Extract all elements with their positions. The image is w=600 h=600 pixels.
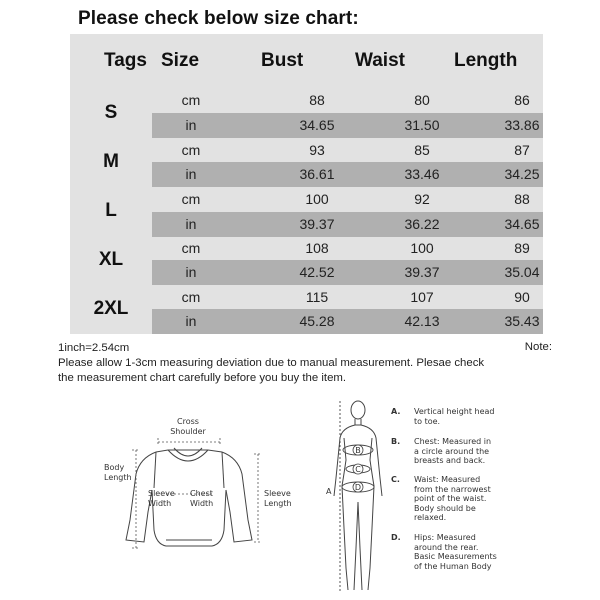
legend-item-b (391, 437, 554, 466)
table-row (152, 212, 543, 237)
legend-letter-d: D. (391, 533, 401, 542)
header-waist: Waist (355, 50, 405, 71)
waist-cell: 92 (414, 191, 430, 207)
legend-c-line2: from the narrowest (414, 484, 491, 494)
unit-cell: in (185, 313, 197, 329)
header-length: Length (454, 50, 518, 71)
table-row (152, 260, 543, 285)
waist-cell: 31.50 (404, 117, 440, 133)
header-size: Size (161, 50, 200, 71)
unit-cell: in (185, 216, 197, 232)
conversion-note: 1inch=2.54cm (58, 342, 130, 354)
marker-d: D (354, 483, 362, 492)
length-cell: 90 (514, 289, 530, 305)
legend-d-line3: Basic Measurements (414, 552, 497, 561)
length-cell: 88 (514, 191, 530, 207)
legend-c-line4: Body should be (414, 503, 476, 513)
deviation-note-line1: Please allow 1-3cm measuring deviation due to manual measurement. Plesae check (58, 357, 485, 369)
marker-c: C (355, 465, 361, 474)
bust-cell: 34.65 (299, 117, 335, 133)
sleeve-length-label-2: Length (264, 499, 292, 508)
bust-cell: 115 (305, 289, 329, 305)
unit-cell: in (185, 166, 197, 182)
legend-d-line2: around the rear. (414, 542, 479, 552)
length-cell: 34.25 (504, 166, 540, 182)
waist-cell: 36.22 (404, 216, 440, 232)
sleeve-width-label-2: Width (148, 499, 172, 508)
legend-d-line1: Hips: Measured (414, 533, 476, 542)
waist-cell: 85 (414, 142, 430, 158)
length-cell: 35.04 (504, 264, 540, 280)
table-row (152, 187, 543, 212)
length-cell: 87 (514, 142, 530, 158)
waist-cell: 80 (414, 92, 430, 108)
unit-cell: cm (181, 142, 201, 158)
table-row (152, 113, 543, 138)
legend-b-line1: Chest: Measured in (414, 437, 492, 446)
table-row (152, 309, 543, 334)
length-cell: 89 (514, 240, 530, 256)
cross-shoulder-label-1: Cross (177, 417, 199, 426)
length-cell: 35.43 (504, 313, 540, 329)
size-tag-xl: XL (98, 249, 124, 270)
size-tag-2xl: 2XL (93, 298, 129, 319)
chest-width-label-2: Width (190, 499, 214, 508)
unit-cell: cm (181, 191, 201, 207)
body-measurement-diagram (322, 398, 384, 596)
bust-cell: 93 (309, 142, 325, 158)
legend-item-c (391, 475, 554, 523)
waist-cell: 42.13 (404, 313, 440, 329)
length-cell: 34.65 (504, 216, 540, 232)
legend-c-line3: point of the waist. (414, 494, 487, 503)
unit-cell: in (185, 117, 197, 133)
sleeve-length-label-1: Sleeve (264, 489, 291, 498)
shirt-outline-icon (126, 448, 252, 546)
bust-cell: 42.52 (299, 264, 335, 280)
legend-a-line1: Vertical height head (414, 407, 495, 416)
unit-cell: cm (181, 92, 201, 108)
bust-cell: 88 (309, 92, 325, 108)
legend-d-line4: of the Human Body (414, 561, 492, 571)
waist-cell: 107 (410, 289, 434, 305)
sleeve-width-label-1: Sleeve (148, 489, 175, 498)
table-row (152, 236, 543, 261)
bust-cell: 36.61 (299, 166, 335, 182)
waist-cell: 33.46 (404, 166, 440, 182)
bust-cell: 39.37 (299, 216, 335, 232)
unit-cell: cm (181, 240, 201, 256)
legend-a-line2: to toe. (414, 416, 441, 426)
chest-width-label-1: Chest (190, 489, 213, 498)
header-tags: Tags (104, 50, 147, 71)
waist-cell: 100 (410, 240, 434, 256)
bust-cell: 108 (305, 240, 329, 256)
legend-c-line5: relaxed. (414, 513, 447, 522)
deviation-note-line2: the measurement chart carefully before you buy the item. (58, 372, 347, 384)
page-title: Please check below size chart: (78, 8, 359, 29)
cross-shoulder-label-2: Shoulder (170, 427, 206, 436)
bust-cell: 45.28 (299, 313, 335, 329)
size-tag-m: M (103, 151, 119, 172)
marker-b: B (355, 446, 361, 455)
table-row (152, 285, 543, 310)
size-tag-s: S (104, 102, 118, 123)
legend-item-a (391, 407, 554, 426)
legend-b-line3: breasts and back. (414, 456, 486, 465)
legend-letter-c: C. (391, 475, 400, 484)
legend-c-line1: Waist: Measured (414, 475, 481, 484)
legend-item-d (391, 533, 554, 571)
legend-letter-b: B. (391, 437, 401, 446)
human-body-icon (334, 401, 382, 590)
table-row (152, 162, 543, 187)
marker-a: A (326, 487, 332, 496)
legend-letter-a: A. (391, 407, 401, 416)
legend-b-line2: a circle around the (414, 446, 490, 456)
shirt-measurement-diagram (96, 412, 306, 562)
body-length-label-2: Length (104, 473, 132, 482)
table-row (152, 88, 543, 113)
unit-cell: in (185, 264, 197, 280)
unit-cell: cm (181, 289, 201, 305)
table-row (152, 138, 543, 163)
size-chart-table (70, 34, 543, 334)
length-cell: 86 (514, 92, 530, 108)
bust-cell: 100 (305, 191, 329, 207)
size-tag-l: L (105, 200, 117, 221)
body-length-label-1: Body (104, 463, 125, 472)
header-bust: Bust (261, 50, 304, 71)
waist-cell: 39.37 (404, 264, 440, 280)
note-label: Note: (524, 341, 552, 353)
length-cell: 33.86 (504, 117, 540, 133)
